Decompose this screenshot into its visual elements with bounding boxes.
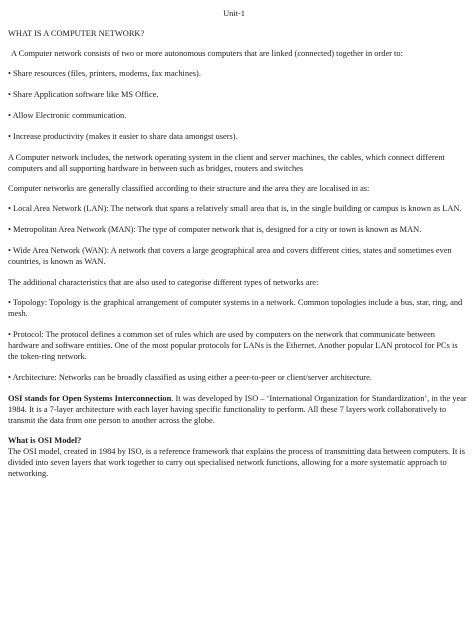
osi-answer-paragraph: The OSI model, created in 1984 by ISO, is a reference framework that explains the process of transmitting data between computers. It is divided into seven layers that work together to carry out specialised network functions, allowing for a more systematic approach to networking.: [8, 447, 465, 478]
purpose-item: • Share Application software like MS Office.: [8, 90, 159, 99]
intro-paragraph: A Computer network consists of two or more autonomous computers that are linked (connected) together in order to:: [11, 49, 403, 58]
network-type-item: • Metropolitan Area Network (MAN): The type of computer network that is, designed for a city or town is known as MAN.: [8, 225, 422, 234]
purpose-item: • Increase productivity (makes it easier to share data amongst users).: [8, 132, 238, 141]
osi-paragraph: [8, 393, 468, 426]
classification-paragraph: Computer networks are generally classified according to their structure and the area they are localised in as:: [8, 184, 370, 193]
network-type-item: • Wide Area Network (WAN): A network that covers a large geographical area and covers different cities, states and sometimes even countries, is known as WAN.: [8, 246, 452, 266]
characteristic-item: • Architecture: Networks can be broadly classified as using either a peer-to-peer or client/server architecture.: [8, 373, 372, 382]
network-includes-paragraph: A Computer network includes, the network operating system in the client and server machines, the cables, which connect different computers and all supporting hardware in between such as bridges, routers and switches: [8, 153, 445, 173]
purpose-item: • Allow Electronic communication.: [8, 111, 127, 120]
osi-description: . It was developed by ISO – ‘International Organization for Standardization’, in the year 1984. It is a 7-layer architecture with each layer having specific functionality to perform. All these 7 layers work collaboratively to transmit the data from one person to another across the globe.: [8, 394, 467, 425]
characteristic-item: • Protocol: The protocol defines a common set of rules which are used by computers on the network that communicate between hardware and software entities. One of the most popular protocols for LANs is the Ethernet. Another popular LAN protocol for PCs is the token-ring network.: [8, 330, 458, 361]
osi-lead: OSI stands for Open Systems Interconnection: [8, 394, 172, 403]
additional-characteristics-paragraph: The additional characteristics that are also used to categorise different types of networks are:: [8, 278, 319, 287]
document-page: [8, 8, 468, 488]
network-type-item: • Local Area Network (LAN): The network that spans a relatively small area that is, in the single building or campus is known as LAN.: [8, 204, 462, 213]
purpose-item: • Share resources (files, printers, modems, fax machines).: [8, 69, 201, 78]
osi-question-heading: What is OSI Model?: [8, 436, 82, 445]
page-title: WHAT IS A COMPUTER NETWORK?: [8, 29, 145, 38]
characteristic-item: • Topology: Topology is the graphical arrangement of computer systems in a network. Common topologies include a bus, star, ring, and mesh.: [8, 298, 463, 318]
unit-label: Unit-1: [223, 9, 245, 18]
